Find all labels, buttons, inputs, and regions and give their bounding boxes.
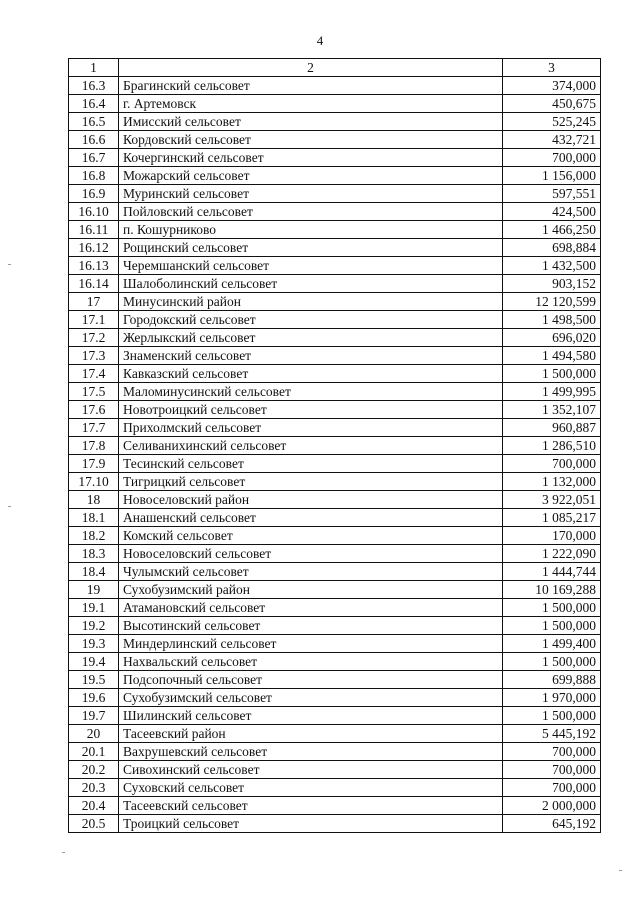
row-amount-cell: 1 500,000 — [503, 707, 601, 725]
row-name-cell: Муринский сельсовет — [119, 185, 503, 203]
row-name-cell: Шалоболинский сельсовет — [119, 275, 503, 293]
row-name-cell: Минусинский район — [119, 293, 503, 311]
row-name-cell: Тесинский сельсовет — [119, 455, 503, 473]
row-number-cell: 16.9 — [69, 185, 119, 203]
row-number-cell: 19.4 — [69, 653, 119, 671]
row-number-cell: 17.2 — [69, 329, 119, 347]
table-row — [69, 797, 601, 815]
row-amount-cell: 1 500,000 — [503, 599, 601, 617]
row-amount-cell: 1 432,500 — [503, 257, 601, 275]
row-name-cell: Суховский сельсовет — [119, 779, 503, 797]
row-name-cell: Нахвальский сельсовет — [119, 653, 503, 671]
row-number-cell: 18.3 — [69, 545, 119, 563]
row-amount-cell: 1 500,000 — [503, 653, 601, 671]
row-amount-cell: 1 352,107 — [503, 401, 601, 419]
table-row — [69, 599, 601, 617]
table-row — [69, 617, 601, 635]
row-name-cell: Маломинусинский сельсовет — [119, 383, 503, 401]
row-amount-cell: 5 445,192 — [503, 725, 601, 743]
row-name-cell: Тасеевский район — [119, 725, 503, 743]
row-amount-cell: 170,000 — [503, 527, 601, 545]
row-amount-cell: 432,721 — [503, 131, 601, 149]
row-amount-cell: 903,152 — [503, 275, 601, 293]
row-name-cell: Имисский сельсовет — [119, 113, 503, 131]
row-name-cell: Новотроицкий сельсовет — [119, 401, 503, 419]
row-number-cell: 16.5 — [69, 113, 119, 131]
row-name-cell: Кочергинский сельсовет — [119, 149, 503, 167]
table-row — [69, 779, 601, 797]
row-number-cell: 16.12 — [69, 239, 119, 257]
row-amount-cell: 1 286,510 — [503, 437, 601, 455]
table-row — [69, 563, 601, 581]
row-amount-cell: 2 000,000 — [503, 797, 601, 815]
column-header-name: 2 — [119, 59, 503, 77]
table-row — [69, 419, 601, 437]
row-number-cell: 19.3 — [69, 635, 119, 653]
scan-mark — [8, 264, 11, 265]
row-amount-cell: 597,551 — [503, 185, 601, 203]
row-amount-cell: 645,192 — [503, 815, 601, 833]
row-name-cell: Селиванихинский сельсовет — [119, 437, 503, 455]
row-amount-cell: 700,000 — [503, 149, 601, 167]
row-amount-cell: 699,888 — [503, 671, 601, 689]
table-row — [69, 149, 601, 167]
row-name-cell: п. Кошурниково — [119, 221, 503, 239]
row-number-cell: 20.3 — [69, 779, 119, 797]
table-row — [69, 725, 601, 743]
table-row — [69, 509, 601, 527]
table-row — [69, 167, 601, 185]
row-name-cell: Сухобузимский район — [119, 581, 503, 599]
row-amount-cell: 525,245 — [503, 113, 601, 131]
table-row — [69, 221, 601, 239]
row-name-cell: Сивохинский сельсовет — [119, 761, 503, 779]
row-name-cell: Вахрушевский сельсовет — [119, 743, 503, 761]
row-number-cell: 18.2 — [69, 527, 119, 545]
row-amount-cell: 1 499,995 — [503, 383, 601, 401]
row-name-cell: Черемшанский сельсовет — [119, 257, 503, 275]
table-row — [69, 671, 601, 689]
row-name-cell: Комский сельсовет — [119, 527, 503, 545]
row-amount-cell: 960,887 — [503, 419, 601, 437]
row-number-cell: 16.13 — [69, 257, 119, 275]
row-number-cell: 20.2 — [69, 761, 119, 779]
row-amount-cell: 700,000 — [503, 779, 601, 797]
row-name-cell: Шилинский сельсовет — [119, 707, 503, 725]
row-number-cell: 17.7 — [69, 419, 119, 437]
row-number-cell: 20.4 — [69, 797, 119, 815]
row-number-cell: 16.8 — [69, 167, 119, 185]
row-number-cell: 19.7 — [69, 707, 119, 725]
row-number-cell: 17.1 — [69, 311, 119, 329]
row-number-cell: 17.5 — [69, 383, 119, 401]
table-row — [69, 77, 601, 95]
row-name-cell: Тасеевский сельсовет — [119, 797, 503, 815]
table-row — [69, 95, 601, 113]
row-number-cell: 17.6 — [69, 401, 119, 419]
table-row — [69, 257, 601, 275]
scan-mark — [619, 870, 622, 871]
table-row — [69, 635, 601, 653]
scan-mark — [62, 852, 65, 853]
row-number-cell: 18.4 — [69, 563, 119, 581]
table-row — [69, 275, 601, 293]
column-header-number: 1 — [69, 59, 119, 77]
table-row — [69, 401, 601, 419]
row-amount-cell: 1 085,217 — [503, 509, 601, 527]
row-number-cell: 17.3 — [69, 347, 119, 365]
table-row — [69, 329, 601, 347]
page-number: 4 — [316, 33, 324, 48]
table-row — [69, 743, 601, 761]
row-number-cell: 19.5 — [69, 671, 119, 689]
row-amount-cell: 1 444,744 — [503, 563, 601, 581]
row-number-cell: 17.4 — [69, 365, 119, 383]
row-amount-cell: 1 494,580 — [503, 347, 601, 365]
row-name-cell: Подсопочный сельсовет — [119, 671, 503, 689]
row-number-cell: 16.4 — [69, 95, 119, 113]
table-row — [69, 185, 601, 203]
row-name-cell: Анашенский сельсовет — [119, 509, 503, 527]
row-name-cell: Троицкий сельсовет — [119, 815, 503, 833]
row-name-cell: Знаменский сельсовет — [119, 347, 503, 365]
row-number-cell: 19.2 — [69, 617, 119, 635]
row-amount-cell: 1 500,000 — [503, 365, 601, 383]
row-name-cell: Рощинский сельсовет — [119, 239, 503, 257]
table-row — [69, 707, 601, 725]
table-row — [69, 131, 601, 149]
row-name-cell: Сухобузимский сельсовет — [119, 689, 503, 707]
row-amount-cell: 700,000 — [503, 455, 601, 473]
row-amount-cell: 1 132,000 — [503, 473, 601, 491]
row-name-cell: Кордовский сельсовет — [119, 131, 503, 149]
row-name-cell: Прихолмский сельсовет — [119, 419, 503, 437]
row-number-cell: 17 — [69, 293, 119, 311]
table-row — [69, 113, 601, 131]
table-row — [69, 437, 601, 455]
row-name-cell: Пойловский сельсовет — [119, 203, 503, 221]
budget-allocation-table — [68, 58, 601, 833]
row-name-cell: Городокский сельсовет — [119, 311, 503, 329]
row-number-cell: 16.7 — [69, 149, 119, 167]
row-amount-cell: 10 169,288 — [503, 581, 601, 599]
row-number-cell: 17.8 — [69, 437, 119, 455]
table-row — [69, 239, 601, 257]
row-number-cell: 18 — [69, 491, 119, 509]
row-amount-cell: 700,000 — [503, 761, 601, 779]
row-amount-cell: 1 466,250 — [503, 221, 601, 239]
row-number-cell: 20.1 — [69, 743, 119, 761]
row-amount-cell: 1 499,400 — [503, 635, 601, 653]
table-row — [69, 581, 601, 599]
row-number-cell: 17.10 — [69, 473, 119, 491]
row-number-cell: 20 — [69, 725, 119, 743]
table-row — [69, 689, 601, 707]
scan-mark — [8, 506, 11, 507]
table-row — [69, 653, 601, 671]
row-amount-cell: 696,020 — [503, 329, 601, 347]
row-amount-cell: 1 498,500 — [503, 311, 601, 329]
table-row — [69, 203, 601, 221]
row-name-cell: Кавказский сельсовет — [119, 365, 503, 383]
row-name-cell: Новоселовский район — [119, 491, 503, 509]
row-amount-cell: 1 970,000 — [503, 689, 601, 707]
table-row — [69, 383, 601, 401]
table-row — [69, 365, 601, 383]
row-number-cell: 16.11 — [69, 221, 119, 239]
row-name-cell: Жерлыкский сельсовет — [119, 329, 503, 347]
row-amount-cell: 3 922,051 — [503, 491, 601, 509]
row-amount-cell: 698,884 — [503, 239, 601, 257]
row-name-cell: г. Артемовск — [119, 95, 503, 113]
row-number-cell: 19.6 — [69, 689, 119, 707]
row-amount-cell: 450,675 — [503, 95, 601, 113]
table-row — [69, 545, 601, 563]
row-name-cell: Брагинский сельсовет — [119, 77, 503, 95]
row-name-cell: Миндерлинский сельсовет — [119, 635, 503, 653]
row-amount-cell: 374,000 — [503, 77, 601, 95]
row-amount-cell: 1 156,000 — [503, 167, 601, 185]
table-row — [69, 473, 601, 491]
row-number-cell: 18.1 — [69, 509, 119, 527]
table-row — [69, 293, 601, 311]
row-number-cell: 19 — [69, 581, 119, 599]
row-amount-cell: 424,500 — [503, 203, 601, 221]
table-row — [69, 761, 601, 779]
row-amount-cell: 1 500,000 — [503, 617, 601, 635]
table-row — [69, 491, 601, 509]
row-name-cell: Тигрицкий сельсовет — [119, 473, 503, 491]
row-number-cell: 16.10 — [69, 203, 119, 221]
row-number-cell: 20.5 — [69, 815, 119, 833]
table-row — [69, 455, 601, 473]
column-header-amount: 3 — [503, 59, 601, 77]
row-number-cell: 16.14 — [69, 275, 119, 293]
row-name-cell: Высотинский сельсовет — [119, 617, 503, 635]
row-amount-cell: 700,000 — [503, 743, 601, 761]
row-number-cell: 17.9 — [69, 455, 119, 473]
row-amount-cell: 12 120,599 — [503, 293, 601, 311]
row-number-cell: 19.1 — [69, 599, 119, 617]
row-number-cell: 16.6 — [69, 131, 119, 149]
table-row — [69, 815, 601, 833]
row-name-cell: Можарский сельсовет — [119, 167, 503, 185]
row-name-cell: Новоселовский сельсовет — [119, 545, 503, 563]
table-header-row — [69, 59, 601, 77]
row-number-cell: 16.3 — [69, 77, 119, 95]
table-row — [69, 347, 601, 365]
table-row — [69, 311, 601, 329]
row-name-cell: Чулымский сельсовет — [119, 563, 503, 581]
table-row — [69, 527, 601, 545]
row-amount-cell: 1 222,090 — [503, 545, 601, 563]
row-name-cell: Атамановский сельсовет — [119, 599, 503, 617]
